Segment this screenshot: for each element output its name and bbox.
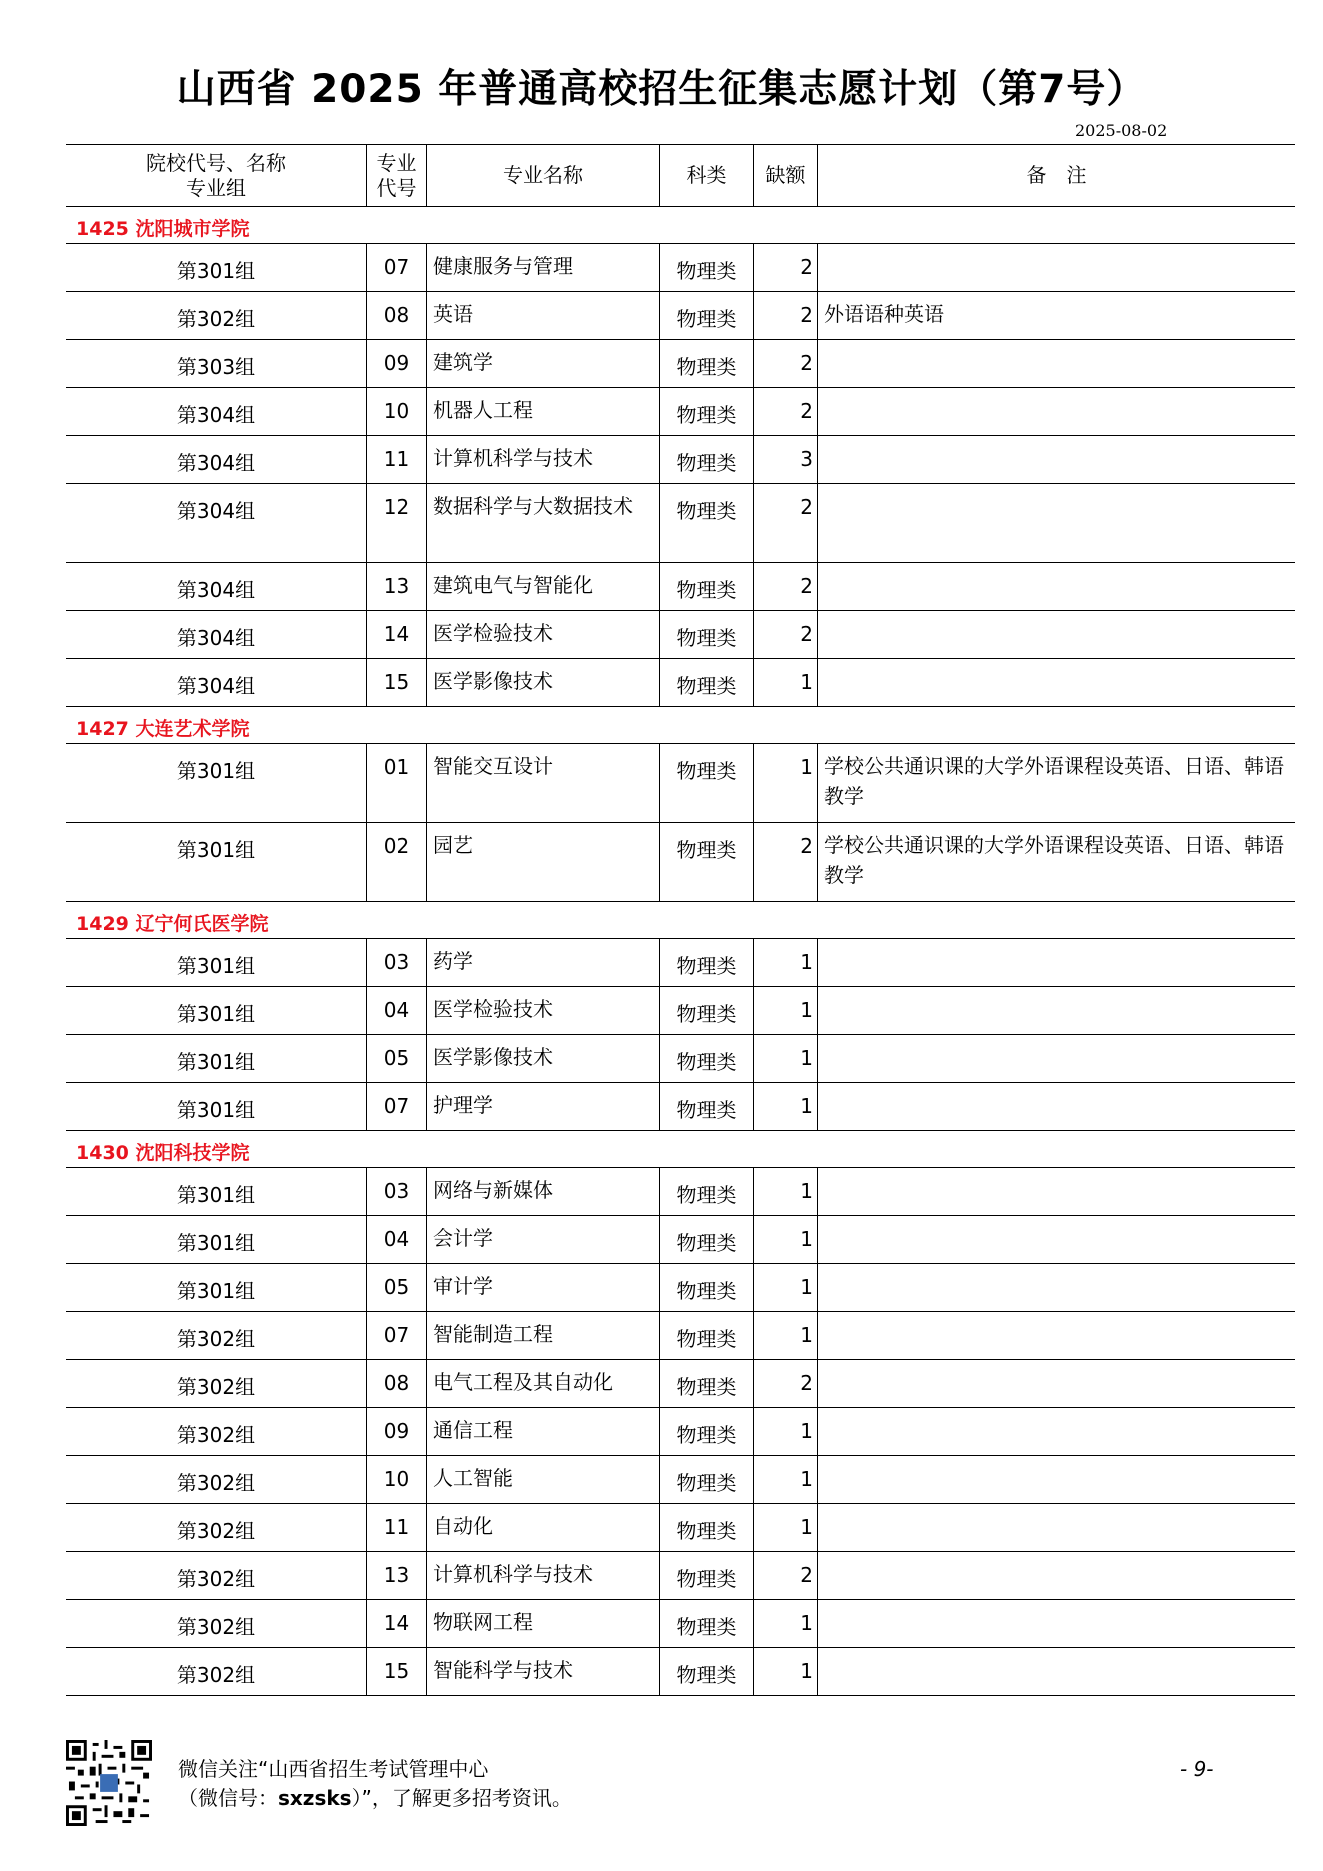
header-school-group: 院校代号、名称 专业组 — [146, 150, 286, 200]
major-group-cell: 第304组 — [176, 451, 256, 475]
major-name-cell: 建筑电气与智能化 — [426, 563, 659, 610]
vacancy-cell: 2 — [753, 611, 817, 658]
table-header — [66, 144, 1295, 207]
vacancy-cell: 1 — [753, 1216, 817, 1263]
table-row — [66, 1456, 1295, 1504]
vacancy-cell: 1 — [753, 1600, 817, 1647]
category-cell: 物理类 — [659, 823, 753, 901]
page-title: 山西省 2025 年普通高校招生征集志愿计划（第7号） — [176, 67, 1147, 112]
major-name-cell: 人工智能 — [426, 1456, 659, 1503]
major-group-cell: 第301组 — [176, 1050, 256, 1074]
header-major-name: 专业名称 — [426, 145, 659, 206]
major-group-cell: 第301组 — [176, 1002, 256, 1026]
note-cell: 学校公共通识课的大学外语课程设英语、日语、韩语教学 — [817, 744, 1295, 822]
major-name-cell: 计算机科学与技术 — [426, 436, 659, 483]
note-cell — [817, 1216, 1295, 1263]
major-code-cell: 03 — [366, 1168, 426, 1215]
school-name: 1430 沈阳科技学院 — [76, 1142, 250, 1164]
note-cell — [817, 436, 1295, 483]
major-name-cell: 护理学 — [426, 1083, 659, 1130]
major-name-cell: 计算机科学与技术 — [426, 1552, 659, 1599]
header-note: 备 注 — [817, 145, 1295, 206]
major-code-cell: 08 — [366, 1360, 426, 1407]
category-cell: 物理类 — [659, 1552, 753, 1599]
major-group-cell: 第301组 — [176, 1183, 256, 1207]
table-row — [66, 939, 1295, 987]
table-row — [66, 1312, 1295, 1360]
major-name-cell: 医学检验技术 — [426, 611, 659, 658]
category-cell: 物理类 — [659, 1456, 753, 1503]
vacancy-cell: 1 — [753, 1648, 817, 1695]
major-name-cell: 园艺 — [426, 823, 659, 901]
major-code-cell: 07 — [366, 1083, 426, 1130]
major-code-cell: 09 — [366, 340, 426, 387]
table-body — [66, 207, 1295, 1696]
major-group-cell: 第302组 — [176, 1375, 256, 1399]
vacancy-cell: 1 — [753, 744, 817, 822]
vacancy-cell: 1 — [753, 1504, 817, 1551]
vacancy-cell: 2 — [753, 388, 817, 435]
vacancy-cell: 1 — [753, 987, 817, 1034]
vacancy-cell: 1 — [753, 1312, 817, 1359]
note-cell — [817, 484, 1295, 562]
category-cell: 物理类 — [659, 484, 753, 562]
category-cell: 物理类 — [659, 1168, 753, 1215]
major-code-cell: 07 — [366, 244, 426, 291]
school-name: 1427 大连艺术学院 — [76, 718, 250, 740]
vacancy-cell: 1 — [753, 1408, 817, 1455]
major-code-cell: 05 — [366, 1035, 426, 1082]
school-name: 1429 辽宁何氏医学院 — [76, 913, 269, 935]
table-row — [66, 744, 1295, 823]
note-cell — [817, 1360, 1295, 1407]
major-group-cell: 第304组 — [176, 626, 256, 650]
wechat-id: sxzsks — [278, 1786, 352, 1810]
major-group-cell: 第302组 — [176, 1567, 256, 1591]
category-cell: 物理类 — [659, 1312, 753, 1359]
major-group-cell: 第302组 — [176, 1471, 256, 1495]
note-cell — [817, 563, 1295, 610]
major-name-cell: 网络与新媒体 — [426, 1168, 659, 1215]
category-cell: 物理类 — [659, 744, 753, 822]
major-group-cell: 第301组 — [176, 1098, 256, 1122]
school-row — [66, 707, 1295, 744]
note-cell — [817, 1264, 1295, 1311]
table-row — [66, 1216, 1295, 1264]
header-major-code: 专业 代号 — [366, 145, 426, 206]
major-group-cell: 第304组 — [176, 403, 256, 427]
major-name-cell: 医学检验技术 — [426, 987, 659, 1034]
vacancy-cell: 1 — [753, 1168, 817, 1215]
major-code-cell: 01 — [366, 744, 426, 822]
major-name-cell: 英语 — [426, 292, 659, 339]
category-cell: 物理类 — [659, 1600, 753, 1647]
note-cell — [817, 1600, 1295, 1647]
table-row — [66, 1504, 1295, 1552]
major-code-cell: 03 — [366, 939, 426, 986]
major-name-cell: 审计学 — [426, 1264, 659, 1311]
note-cell — [817, 611, 1295, 658]
table-row — [66, 1035, 1295, 1083]
table-row — [66, 611, 1295, 659]
note-cell — [817, 244, 1295, 291]
major-code-cell: 10 — [366, 388, 426, 435]
major-name-cell: 自动化 — [426, 1504, 659, 1551]
major-code-cell: 10 — [366, 1456, 426, 1503]
table-row — [66, 1360, 1295, 1408]
category-cell: 物理类 — [659, 1504, 753, 1551]
table-row — [66, 1408, 1295, 1456]
table-row — [66, 1552, 1295, 1600]
note-cell — [817, 1456, 1295, 1503]
major-group-cell: 第302组 — [176, 1327, 256, 1351]
table-row — [66, 1648, 1295, 1696]
vacancy-cell: 2 — [753, 340, 817, 387]
major-name-cell: 医学影像技术 — [426, 1035, 659, 1082]
category-cell: 物理类 — [659, 1216, 753, 1263]
table-row — [66, 1600, 1295, 1648]
major-group-cell: 第301组 — [176, 1231, 256, 1255]
table-row — [66, 1168, 1295, 1216]
major-group-cell: 第301组 — [176, 954, 256, 978]
major-code-cell: 08 — [366, 292, 426, 339]
category-cell: 物理类 — [659, 939, 753, 986]
footer-line-1: 微信关注“山西省招生考试管理中心 — [178, 1757, 489, 1781]
major-code-cell: 04 — [366, 987, 426, 1034]
note-cell — [817, 987, 1295, 1034]
major-code-cell: 14 — [366, 611, 426, 658]
vacancy-cell: 2 — [753, 292, 817, 339]
major-name-cell: 医学影像技术 — [426, 659, 659, 706]
table-row — [66, 292, 1295, 340]
major-code-cell: 15 — [366, 1648, 426, 1695]
major-name-cell: 健康服务与管理 — [426, 244, 659, 291]
major-code-cell: 12 — [366, 484, 426, 562]
category-cell: 物理类 — [659, 611, 753, 658]
major-code-cell: 15 — [366, 659, 426, 706]
category-cell: 物理类 — [659, 1035, 753, 1082]
major-code-cell: 13 — [366, 1552, 426, 1599]
major-group-cell: 第304组 — [176, 674, 256, 698]
major-group-cell: 第301组 — [176, 1279, 256, 1303]
footer-line-2: （微信号：sxzsks）”，了解更多招考资讯。 — [178, 1786, 572, 1810]
major-group-cell: 第304组 — [176, 499, 256, 523]
vacancy-cell: 3 — [753, 436, 817, 483]
note-cell — [817, 1648, 1295, 1695]
vacancy-cell: 2 — [753, 823, 817, 901]
major-name-cell: 建筑学 — [426, 340, 659, 387]
vacancy-cell: 1 — [753, 939, 817, 986]
note-cell — [817, 659, 1295, 706]
category-cell: 物理类 — [659, 388, 753, 435]
category-cell: 物理类 — [659, 244, 753, 291]
note-cell: 学校公共通识课的大学外语课程设英语、日语、韩语教学 — [817, 823, 1295, 901]
note-cell — [817, 1552, 1295, 1599]
major-group-cell: 第301组 — [176, 759, 256, 783]
vacancy-cell: 2 — [753, 244, 817, 291]
major-group-cell: 第301组 — [176, 259, 256, 283]
table-row — [66, 436, 1295, 484]
table-row — [66, 823, 1295, 902]
vacancy-cell: 2 — [753, 484, 817, 562]
publish-date: 2025-08-02 — [1075, 121, 1168, 140]
category-cell: 物理类 — [659, 659, 753, 706]
note-cell — [817, 340, 1295, 387]
major-name-cell: 物联网工程 — [426, 1600, 659, 1647]
major-group-cell: 第302组 — [176, 307, 256, 331]
major-code-cell: 09 — [366, 1408, 426, 1455]
major-group-cell: 第301组 — [176, 838, 256, 862]
major-name-cell: 机器人工程 — [426, 388, 659, 435]
major-code-cell: 02 — [366, 823, 426, 901]
vacancy-cell: 2 — [753, 563, 817, 610]
note-cell — [817, 1035, 1295, 1082]
table-row — [66, 244, 1295, 292]
major-name-cell: 会计学 — [426, 1216, 659, 1263]
major-name-cell: 电气工程及其自动化 — [426, 1360, 659, 1407]
table-row — [66, 987, 1295, 1035]
school-name: 1425 沈阳城市学院 — [76, 218, 250, 240]
header-category: 科类 — [659, 145, 753, 206]
major-code-cell: 04 — [366, 1216, 426, 1263]
category-cell: 物理类 — [659, 340, 753, 387]
note-cell — [817, 1408, 1295, 1455]
major-name-cell: 数据科学与大数据技术 — [426, 484, 659, 562]
major-group-cell: 第304组 — [176, 578, 256, 602]
major-code-cell: 11 — [366, 1504, 426, 1551]
category-cell: 物理类 — [659, 292, 753, 339]
major-name-cell: 智能科学与技术 — [426, 1648, 659, 1695]
category-cell: 物理类 — [659, 1083, 753, 1130]
major-code-cell: 14 — [366, 1600, 426, 1647]
major-group-cell: 第303组 — [176, 355, 256, 379]
school-row — [66, 207, 1295, 244]
major-code-cell: 13 — [366, 563, 426, 610]
note-cell — [817, 1312, 1295, 1359]
vacancy-cell: 1 — [753, 1264, 817, 1311]
major-name-cell: 智能交互设计 — [426, 744, 659, 822]
page-number: - 9- — [1180, 1757, 1214, 1781]
category-cell: 物理类 — [659, 987, 753, 1034]
category-cell: 物理类 — [659, 563, 753, 610]
note-cell — [817, 1504, 1295, 1551]
major-name-cell: 药学 — [426, 939, 659, 986]
major-group-cell: 第302组 — [176, 1423, 256, 1447]
vacancy-cell: 1 — [753, 1456, 817, 1503]
major-group-cell: 第302组 — [176, 1615, 256, 1639]
table-row — [66, 340, 1295, 388]
major-code-cell: 11 — [366, 436, 426, 483]
vacancy-cell: 1 — [753, 1035, 817, 1082]
major-name-cell: 通信工程 — [426, 1408, 659, 1455]
major-code-cell: 05 — [366, 1264, 426, 1311]
category-cell: 物理类 — [659, 1360, 753, 1407]
note-cell — [817, 1168, 1295, 1215]
table-row — [66, 659, 1295, 707]
header-vacancy: 缺额 — [753, 145, 817, 206]
table-row — [66, 563, 1295, 611]
school-row — [66, 902, 1295, 939]
note-cell — [817, 1083, 1295, 1130]
major-name-cell: 智能制造工程 — [426, 1312, 659, 1359]
category-cell: 物理类 — [659, 1408, 753, 1455]
table-row — [66, 1083, 1295, 1131]
qr-code-icon — [66, 1740, 152, 1826]
major-group-cell: 第302组 — [176, 1519, 256, 1543]
category-cell: 物理类 — [659, 1264, 753, 1311]
major-group-cell: 第302组 — [176, 1663, 256, 1687]
vacancy-cell: 1 — [753, 659, 817, 706]
table-row — [66, 484, 1295, 563]
table-row — [66, 1264, 1295, 1312]
vacancy-cell: 2 — [753, 1552, 817, 1599]
plan-table — [66, 144, 1295, 1696]
note-cell — [817, 939, 1295, 986]
school-row — [66, 1131, 1295, 1168]
table-row — [66, 388, 1295, 436]
note-cell: 外语语种英语 — [817, 292, 1295, 339]
vacancy-cell: 1 — [753, 1083, 817, 1130]
vacancy-cell: 2 — [753, 1360, 817, 1407]
footer-notice — [178, 1755, 572, 1813]
category-cell: 物理类 — [659, 436, 753, 483]
major-code-cell: 07 — [366, 1312, 426, 1359]
category-cell: 物理类 — [659, 1648, 753, 1695]
note-cell — [817, 388, 1295, 435]
